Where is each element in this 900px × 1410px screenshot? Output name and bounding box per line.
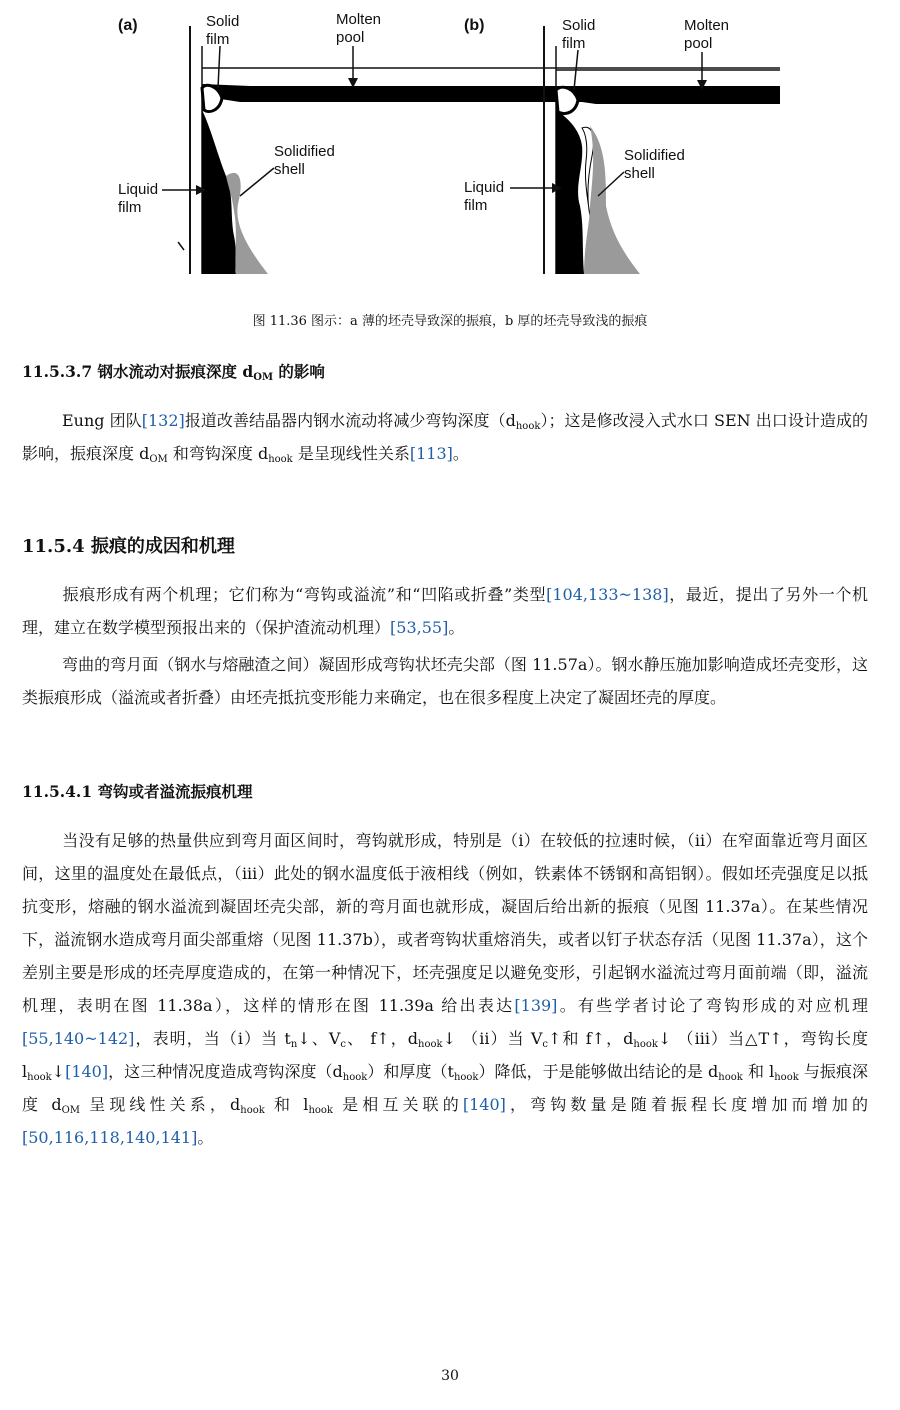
paragraph-mechanisms: 振痕形成有两个机理；它们称为“弯钩或溢流”和“凹陷或折叠”类型[104,133~138]，最近，提出了另外一个机理，建立在数学模型预报出来的（保护渣流动机理）[53,55]。 [22, 585, 868, 637]
citation-link[interactable]: [104,133~138] [546, 585, 669, 604]
label-liquid-film: film [118, 199, 142, 216]
leader-shell [240, 168, 274, 196]
label-shell: shell [624, 165, 655, 182]
label-liquid: Liquid [464, 179, 505, 196]
panel-a [118, 11, 780, 274]
paragraph-eung: Eung 团队[132]报道改善结晶器内钢水流动将减少弯钩深度$(d_{hook})$；这是修改浸入式水口 SEN 出口设计造成的影响，振痕深度 $d_{OM}$ 和弯钩深度 $d_{hook}$ 是呈现线性关系[113]。 [22, 411, 869, 465]
label-solidified: Solidified [274, 143, 335, 160]
panel-b-tag: (b) [464, 17, 485, 34]
slag-layer [556, 86, 780, 104]
section-heading-11-5-4-1: 11.5.4.1 弯钩或者溢流振痕机理 [22, 782, 253, 801]
page-number: 30 [441, 1368, 459, 1384]
paragraph-hook-mechanism: 当没有足够的热量供应到弯月面区间时，弯钩就形成，特别是（i）在较低的拉速时候，（ii）在窄面靠近弯月面区间，这里的温度处在最低点，（iii）此处的钢水温度低于液相线（例如，铁素体不锈钢和高铝钢）。假如坯壳强度足以抵抗变形，熔融的钢水溢流到凝固坯壳尖部，新的弯月面也就形成，凝固后给出新的振痕（见图 11.37a）。在某些情况下，溢流钢水造成弯月面尖部重熔（见图 11.37b），或者弯钩状重熔消失，或者以钉子状态存活（见图 11.37a），这个差别主要是形成的坯壳厚度造成的，在第一种情况下，坯壳强度足以避免变形，引起钢水溢流过弯月面前端（即，溢流机理，表明在图 11.38a），这样的情形在图 11.39a 给出表达[139]。有些学者讨论了弯钩形成的对应机理[55,140~142]，表明，当（i）当 $t_n↓$、$V_c$、 f↑，$d_{hook}↓$ （ii）当 $V_c↑$和 f↑，$d_{hook}↓$ （iii）当△T↑，弯钩长度 $l_{hook}↓[140]$，这三种情况度造成弯钩深度$(d_{hook})$和厚度$(t_{hook})$降低，于是能够做出结论的是 $d_{hook}$ 和 $l_{hook}$ 与振痕深度 $d_{OM}$ 呈现线性关系，$d_{hook}$ 和 $l_{hook}$ 是相互关联的[140]，弯钩数量是随着振程长度增加而增加的[50,116,118,140,141]。 [22, 831, 868, 1147]
citation-link[interactable]: [139] [514, 996, 558, 1015]
label-film: film [206, 31, 230, 48]
paragraph-meniscus: 弯曲的弯月面（钢水与熔融渣之间）凝固形成弯钩状坯壳尖部（图 11.57a）。钢水静压施加影响造成坯壳变形，这类振痕形成（溢流或者折叠）由坯壳抵抗变形能力来确定，也在很多程度上决定了凝固坯壳的厚度。 [22, 655, 868, 707]
citation-link[interactable]: [53,55] [390, 618, 449, 637]
label-film: film [562, 35, 586, 52]
section-heading-11-5-4: 11.5.4 振痕的成因和机理 [22, 536, 235, 557]
label-liquid-film: film [464, 197, 488, 214]
leader-solid-film [218, 46, 220, 88]
citation-link[interactable]: [113] [409, 444, 453, 463]
figure-caption: 图 11.36 图示：a 薄的坯壳导致深的振痕，b 厚的坯壳导致浅的振痕 [252, 314, 648, 329]
citation-link[interactable]: [55,140~142] [22, 1029, 135, 1048]
tick-mark [178, 242, 184, 250]
label-shell: shell [274, 161, 305, 178]
label-solid: Solid [206, 13, 240, 30]
citation-link[interactable]: [50,116,118,140,141] [22, 1128, 198, 1147]
citation-link[interactable]: [140] [65, 1062, 109, 1081]
label-liquid: Liquid [118, 181, 159, 198]
panel-b [464, 17, 780, 274]
citation-link[interactable]: [140] [462, 1095, 506, 1114]
solidification-diagram [110, 6, 790, 286]
label-pool: pool [684, 35, 713, 52]
label-molten: Molten [336, 11, 382, 28]
label-molten: Molten [684, 17, 730, 34]
section-heading-11-5-3-7: 11.5.3.7 钢水流动对振痕深度 $d_{OM}$ 的影响 [22, 362, 325, 383]
label-solid: Solid [562, 17, 596, 34]
citation-link[interactable]: [132] [141, 411, 185, 430]
label-solidified: Solidified [624, 147, 685, 164]
label-pool: pool [336, 29, 365, 46]
panel-a-tag: (a) [118, 17, 138, 34]
figure-11-36 [110, 6, 790, 286]
liquid-film [556, 110, 584, 274]
